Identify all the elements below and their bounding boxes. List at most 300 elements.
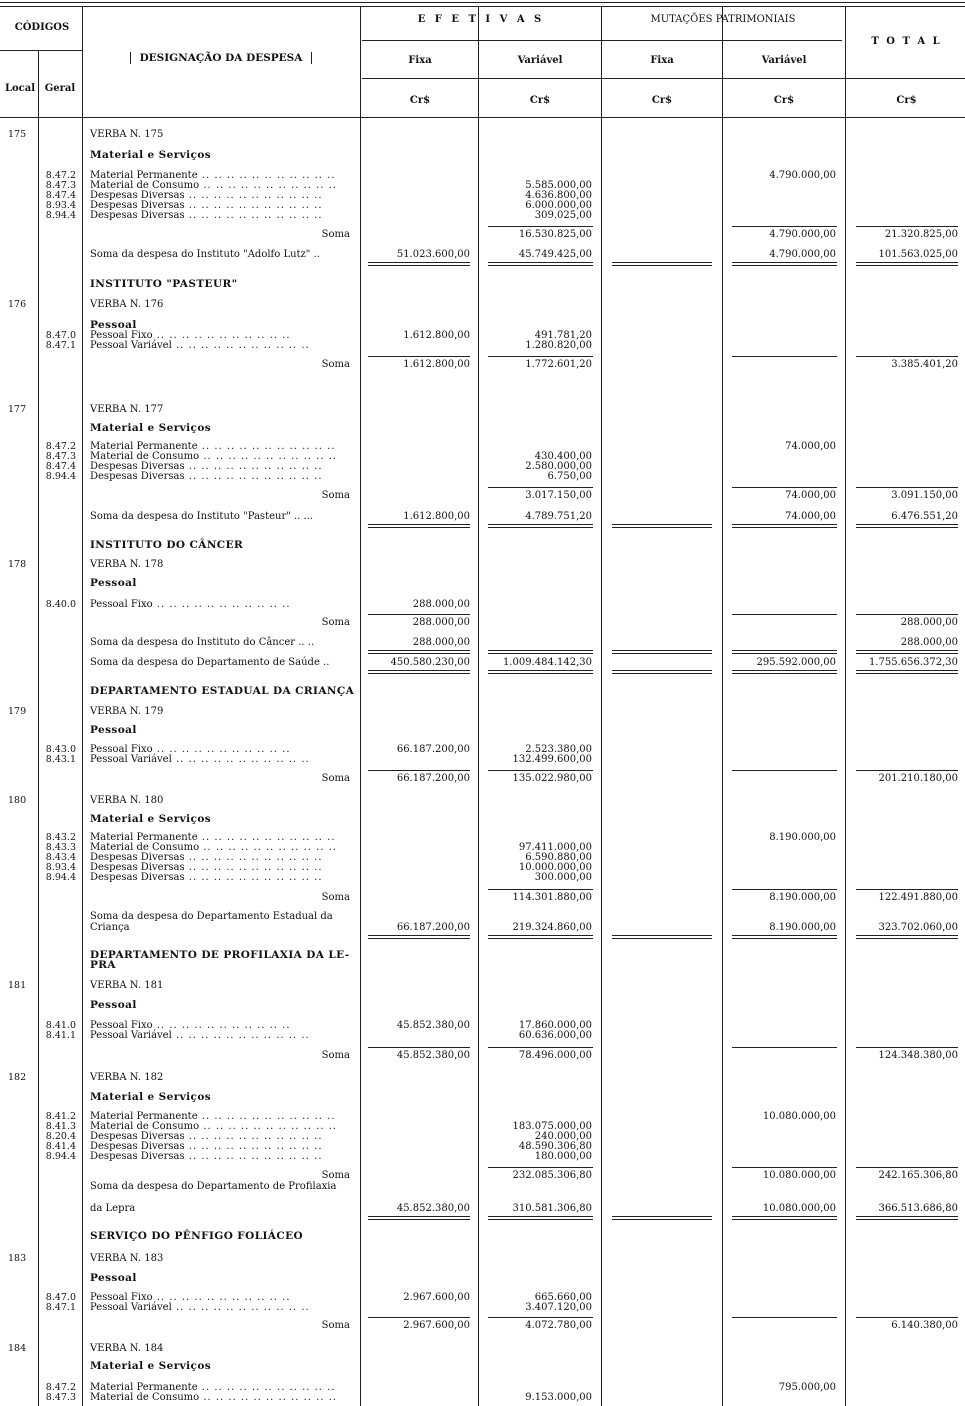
efetivas-fixa-value: 1.612.800,00 — [403, 359, 470, 370]
efetivas-variavel-value: 232.085.306,80 — [512, 1170, 592, 1181]
soma-row — [0, 773, 965, 784]
header-currency-1: Cr$ — [409, 95, 431, 106]
total-double-rule — [856, 650, 958, 654]
total-double-rule — [856, 1216, 958, 1220]
subtotal-rule — [488, 226, 593, 227]
mutacoes-variavel-value: 4.790.000,00 — [769, 170, 836, 181]
efetivas-fixa-value: 51.023.600,00 — [396, 249, 470, 260]
total-double-rule — [488, 650, 593, 654]
description: DEPARTAMENTO ESTADUAL DA CRIANÇA — [90, 685, 355, 697]
total-double-rule — [612, 524, 712, 528]
table-row — [0, 814, 965, 825]
table-row — [0, 1203, 965, 1214]
subtotal-rule — [856, 226, 958, 227]
description: Material de Consumo .. .. — [90, 180, 337, 191]
soma-label: Soma — [321, 229, 350, 240]
description: Pessoal Variável .. .. — [90, 1030, 310, 1041]
subtotal-rule — [732, 226, 837, 227]
table-row — [0, 637, 965, 648]
efetivas-variavel-value: 2.580.000,00 — [525, 461, 592, 472]
description: Material Permanente .. .. — [90, 1111, 336, 1122]
table-row — [0, 249, 965, 260]
mutacoes-variavel-value: 8.190.000,00 — [769, 922, 836, 933]
account-code: 8.41.0 — [45, 1020, 76, 1031]
description: Soma da despesa do Instituto "Pasteur" .. ... — [90, 511, 314, 522]
header-geral: Geral — [44, 83, 76, 94]
table-row — [0, 872, 965, 883]
total-value: 6.140.380,00 — [891, 1320, 958, 1331]
account-code: 8.94.4 — [45, 210, 76, 221]
subtotal-rule — [368, 1317, 470, 1318]
soma-row — [0, 1320, 965, 1331]
description: VERBA N. 175 — [90, 129, 164, 140]
local-code: 180 — [8, 795, 27, 806]
account-code: 8.47.3 — [45, 1392, 76, 1403]
mutacoes-variavel-value: 74.000,00 — [785, 441, 836, 452]
local-code: 184 — [8, 1343, 27, 1354]
description: Pessoal — [90, 724, 137, 736]
account-code: 8.94.4 — [45, 1151, 76, 1162]
account-code: 8.43.0 — [45, 744, 76, 755]
description: Material Permanente .. .. — [90, 170, 336, 181]
subtotal-rule — [732, 487, 837, 488]
header-efetivas-fixa: Fixa — [408, 55, 432, 66]
description: Despesas Diversas .. .. — [90, 461, 323, 472]
subtotal-rule — [856, 1317, 958, 1318]
account-code: 8.43.1 — [45, 754, 76, 765]
total-double-rule — [612, 1216, 712, 1220]
table-row — [0, 911, 965, 922]
subtotal-rule — [368, 770, 470, 771]
subtotal-rule — [488, 889, 593, 890]
account-code: 8.20.4 — [45, 1131, 76, 1142]
total-double-rule — [488, 524, 593, 528]
table-row — [0, 340, 965, 351]
description: Material e Serviços — [90, 813, 212, 825]
description: VERBA N. 179 — [90, 706, 164, 717]
top-rule-inner — [0, 6, 965, 7]
description: DEPARTAMENTO DE PROFILAXIA DA LE- — [90, 949, 350, 961]
total-double-rule — [368, 935, 470, 939]
efetivas-variavel-value: 135.022.980,00 — [512, 773, 592, 784]
table-row — [0, 404, 965, 415]
table-row — [0, 1092, 965, 1103]
description: Material Permanente .. .. — [90, 441, 336, 452]
efetivas-variavel-value: 4.072.780,00 — [525, 1320, 592, 1331]
mutacoes-variavel-value: 795.000,00 — [778, 1382, 836, 1393]
mutacoes-variavel-value: 10.080.000,00 — [762, 1170, 836, 1181]
header-rule-bottom — [0, 117, 965, 118]
total-value: 288.000,00 — [900, 617, 958, 628]
subtotal-rule — [488, 356, 593, 357]
account-code: 8.93.4 — [45, 200, 76, 211]
efetivas-variavel-value: 430.400,00 — [534, 451, 592, 462]
table-row — [0, 150, 965, 161]
account-code: 8.94.4 — [45, 872, 76, 883]
account-code: 8.47.0 — [45, 1292, 76, 1303]
table-row — [0, 599, 965, 610]
header-designacao: DESIGNAÇÃO DA DESPESA — [130, 52, 312, 64]
efetivas-variavel-value: 9.153.000,00 — [525, 1392, 592, 1403]
description: VERBA N. 181 — [90, 980, 164, 991]
efetivas-fixa-value: 1.612.800,00 — [403, 330, 470, 341]
local-code: 182 — [8, 1072, 27, 1083]
total-double-rule — [612, 935, 712, 939]
total-double-rule — [488, 1216, 593, 1220]
header-mutacoes-fixa: Fixa — [650, 55, 674, 66]
subtotal-rule — [732, 1317, 837, 1318]
description: Pessoal — [90, 577, 137, 589]
description: Pessoal Fixo .. .. — [90, 1292, 291, 1303]
account-code: 8.43.4 — [45, 852, 76, 863]
description: VERBA N. 183 — [90, 1253, 164, 1264]
table-row — [0, 754, 965, 765]
table-row — [0, 423, 965, 434]
account-code: 8.43.2 — [45, 832, 76, 843]
efetivas-variavel-value: 309.025,00 — [534, 210, 592, 221]
mutacoes-variavel-value: 4.790.000,00 — [769, 229, 836, 240]
description: INSTITUTO "PASTEUR" — [90, 278, 238, 290]
description: Material Permanente .. .. — [90, 832, 336, 843]
soma-row — [0, 359, 965, 370]
description: Despesas Diversas .. .. — [90, 190, 323, 201]
table-row — [0, 540, 965, 551]
account-code: 8.47.3 — [45, 180, 76, 191]
table-row — [0, 1253, 965, 1264]
subtotal-rule — [368, 614, 470, 615]
subtotal-rule — [488, 1167, 593, 1168]
table-row — [0, 1273, 965, 1284]
description: Pessoal Fixo .. .. — [90, 330, 291, 341]
subtotal-rule — [856, 487, 958, 488]
efetivas-variavel-value: 310.581.306,80 — [512, 1203, 592, 1214]
header-total: T O T A L — [871, 36, 942, 47]
description: Pessoal Fixo .. .. — [90, 744, 291, 755]
header-codigos: CÓDIGOS — [14, 22, 70, 33]
total-double-rule — [368, 262, 470, 266]
subtotal-rule — [732, 1167, 837, 1168]
account-code: 8.47.2 — [45, 1382, 76, 1393]
efetivas-fixa-value: 45.852.380,00 — [396, 1050, 470, 1061]
mutacoes-variavel-value: 8.190.000,00 — [769, 832, 836, 843]
efetivas-variavel-value: 665.660,00 — [534, 1292, 592, 1303]
efetivas-variavel-value: 3.017.150,00 — [525, 490, 592, 501]
table-row — [0, 279, 965, 290]
description: Despesas Diversas .. .. — [90, 872, 323, 883]
table-row — [0, 1072, 965, 1083]
total-double-rule — [856, 262, 958, 266]
description: Despesas Diversas .. .. — [90, 1151, 323, 1162]
soma-row — [0, 1170, 965, 1181]
efetivas-variavel-value: 78.496.000,00 — [518, 1050, 592, 1061]
description: Material e Serviços — [90, 1360, 212, 1372]
efetivas-variavel-value: 240.000,00 — [534, 1131, 592, 1142]
subtotal-rule — [488, 770, 593, 771]
description: Material de Consumo .. .. — [90, 451, 337, 462]
local-code: 181 — [8, 980, 27, 991]
header-efetivas: E F E T I V A S — [417, 14, 545, 25]
description: Despesas Diversas .. .. — [90, 852, 323, 863]
description: Soma da despesa do Departamento de Saúde .. — [90, 657, 330, 668]
soma-label: Soma — [321, 359, 350, 370]
description: Despesas Diversas .. .. — [90, 471, 323, 482]
efetivas-variavel-value: 4.789.751,20 — [525, 511, 592, 522]
efetivas-variavel-value: 3.407.120,00 — [525, 1302, 592, 1313]
account-code: 8.40.0 — [45, 599, 76, 610]
table-row — [0, 299, 965, 310]
description: SERVIÇO DO PÊNFIGO FOLIÁCEO — [90, 1230, 304, 1242]
soma-label: Soma — [321, 1170, 350, 1181]
table-row — [0, 706, 965, 717]
efetivas-fixa-value: 2.967.600,00 — [403, 1320, 470, 1331]
subtotal-rule — [732, 614, 837, 615]
table-row — [0, 1000, 965, 1011]
table-row — [0, 1392, 965, 1403]
table-row — [0, 1151, 965, 1162]
soma-label: Soma — [321, 490, 350, 501]
efetivas-variavel-value: 10.000.000,00 — [518, 862, 592, 873]
table-row — [0, 795, 965, 806]
total-double-rule — [368, 670, 470, 674]
account-code: 8.41.1 — [45, 1030, 76, 1041]
total-double-rule — [732, 650, 837, 654]
description: Soma da despesa do Instituto "Adolfo Lutz" .. — [90, 249, 320, 260]
efetivas-variavel-value: 1.280.820,00 — [525, 340, 592, 351]
table-row — [0, 686, 965, 697]
table-row — [0, 129, 965, 140]
table-row — [0, 511, 965, 522]
total-value: 323.702.060,00 — [878, 922, 958, 933]
description: Material e Serviços — [90, 422, 212, 434]
table-row — [0, 1361, 965, 1372]
description: PRA — [90, 959, 116, 971]
table-row — [0, 1181, 965, 1192]
description: VERBA N. 176 — [90, 299, 164, 310]
total-double-rule — [732, 524, 837, 528]
efetivas-fixa-value: 288.000,00 — [412, 617, 470, 628]
efetivas-variavel-value: 6.750,00 — [547, 471, 592, 482]
efetivas-variavel-value: 17.860.000,00 — [518, 1020, 592, 1031]
subtotal-rule — [856, 770, 958, 771]
header-rule-1 — [362, 40, 842, 41]
description: Despesas Diversas .. .. — [90, 200, 323, 211]
soma-row — [0, 1050, 965, 1061]
efetivas-fixa-value: 2.967.600,00 — [403, 1292, 470, 1303]
subtotal-rule — [368, 356, 470, 357]
efetivas-variavel-value: 48.590.306,80 — [518, 1141, 592, 1152]
description: VERBA N. 178 — [90, 559, 164, 570]
header-efetivas-variavel: Variável — [517, 55, 563, 66]
total-value: 101.563.025,00 — [878, 249, 958, 260]
efetivas-fixa-value: 66.187.200,00 — [396, 773, 470, 784]
soma-label: Soma — [321, 892, 350, 903]
total-value: 6.476.551,20 — [891, 511, 958, 522]
description: Criança — [90, 922, 130, 933]
local-code: 178 — [8, 559, 27, 570]
total-double-rule — [856, 670, 958, 674]
table-row — [0, 725, 965, 736]
efetivas-variavel-value: 183.075.000,00 — [512, 1121, 592, 1132]
efetivas-variavel-value: 6.000.000,00 — [525, 200, 592, 211]
total-value: 21.320.825,00 — [884, 229, 958, 240]
account-code: 8.47.1 — [45, 340, 76, 351]
efetivas-variavel-value: 4.636.800,00 — [525, 190, 592, 201]
efetivas-fixa-value: 1.612.800,00 — [403, 511, 470, 522]
mutacoes-variavel-value: 8.190.000,00 — [769, 892, 836, 903]
table-row — [0, 922, 965, 933]
local-code: 177 — [8, 404, 27, 415]
description: VERBA N. 180 — [90, 795, 164, 806]
account-code: 8.41.3 — [45, 1121, 76, 1132]
description: Pessoal — [90, 999, 137, 1011]
description: Pessoal — [90, 319, 137, 331]
efetivas-variavel-value: 2.523.380,00 — [525, 744, 592, 755]
table-row — [0, 657, 965, 668]
table-row — [0, 559, 965, 570]
total-value: 366.513.686,80 — [878, 1203, 958, 1214]
efetivas-variavel-value: 180.000,00 — [534, 1151, 592, 1162]
description: Pessoal Fixo .. .. — [90, 1020, 291, 1031]
description: Material e Serviços — [90, 1091, 212, 1103]
table-row — [0, 210, 965, 221]
description: INSTITUTO DO CÂNCER — [90, 539, 244, 551]
account-code: 8.47.1 — [45, 1302, 76, 1313]
description: Pessoal Variável .. .. — [90, 340, 310, 351]
efetivas-variavel-value: 1.009.484.142,30 — [502, 657, 592, 668]
account-code: 8.94.4 — [45, 471, 76, 482]
description: Material de Consumo .. .. — [90, 1392, 337, 1403]
total-double-rule — [732, 262, 837, 266]
efetivas-variavel-value: 97.411.000,00 — [518, 842, 592, 853]
table-row — [0, 1343, 965, 1354]
header-currency-2: Cr$ — [529, 95, 551, 106]
total-value: 122.491.880,00 — [878, 892, 958, 903]
total-value: 201.210.180,00 — [878, 773, 958, 784]
subtotal-rule — [856, 1167, 958, 1168]
header-currency-5: Cr$ — [896, 95, 917, 106]
description: Material de Consumo .. .. — [90, 1121, 337, 1132]
subtotal-rule — [488, 487, 593, 488]
account-code: 8.47.2 — [45, 170, 76, 181]
header-rule-codigos — [0, 50, 82, 51]
description: Pessoal Fixo .. .. — [90, 599, 291, 610]
header-mutacoes-variavel: Variável — [761, 55, 807, 66]
soma-label: Soma — [321, 773, 350, 784]
description: Pessoal — [90, 1272, 137, 1284]
account-code: 8.47.4 — [45, 461, 76, 472]
table-row — [0, 471, 965, 482]
description: Pessoal Variável .. .. — [90, 754, 310, 765]
efetivas-fixa-value: 288.000,00 — [412, 599, 470, 610]
total-value: 3.091.150,00 — [891, 490, 958, 501]
local-code: 176 — [8, 299, 27, 310]
total-double-rule — [856, 935, 958, 939]
total-value: 124.348.380,00 — [878, 1050, 958, 1061]
total-double-rule — [612, 650, 712, 654]
description: Despesas Diversas .. .. — [90, 862, 323, 873]
description: Despesas Diversas .. .. — [90, 1141, 323, 1152]
total-double-rule — [488, 670, 593, 674]
table-row — [0, 578, 965, 589]
efetivas-fixa-value: 45.852.380,00 — [396, 1203, 470, 1214]
soma-row — [0, 892, 965, 903]
subtotal-rule — [732, 889, 837, 890]
efetivas-fixa-value: 66.187.200,00 — [396, 744, 470, 755]
efetivas-fixa-value: 45.852.380,00 — [396, 1020, 470, 1031]
header-currency-4: Cr$ — [773, 95, 795, 106]
efetivas-variavel-value: 1.772.601,20 — [525, 359, 592, 370]
account-code: 8.41.2 — [45, 1111, 76, 1122]
soma-label: Soma — [321, 1320, 350, 1331]
efetivas-variavel-value: 491.781,20 — [534, 330, 592, 341]
total-double-rule — [856, 524, 958, 528]
description: VERBA N. 184 — [90, 1343, 164, 1354]
total-double-rule — [732, 935, 837, 939]
description: Soma da despesa do Departamento de Profilaxia — [90, 1181, 337, 1192]
total-double-rule — [612, 670, 712, 674]
total-double-rule — [732, 670, 837, 674]
description: da Lepra — [90, 1203, 136, 1214]
subtotal-rule — [732, 770, 837, 771]
efetivas-variavel-value: 132.499.600,00 — [512, 754, 592, 765]
subtotal-rule — [856, 889, 958, 890]
total-double-rule — [368, 650, 470, 654]
subtotal-rule — [488, 1047, 593, 1048]
total-value: 242.165.306,80 — [878, 1170, 958, 1181]
description: Material de Consumo .. .. — [90, 842, 337, 853]
description: Material Permanente .. .. — [90, 1382, 336, 1393]
total-double-rule — [488, 262, 593, 266]
local-code: 183 — [8, 1253, 27, 1264]
description: Material e Serviços — [90, 149, 212, 161]
subtotal-rule — [732, 356, 837, 357]
total-value: 288.000,00 — [900, 637, 958, 648]
mutacoes-variavel-value: 10.080.000,00 — [762, 1203, 836, 1214]
mutacoes-variavel-value: 295.592.000,00 — [756, 657, 836, 668]
efetivas-variavel-value: 16.530.825,00 — [518, 229, 592, 240]
total-double-rule — [368, 524, 470, 528]
efetivas-variavel-value: 45.749.425,00 — [518, 249, 592, 260]
subtotal-rule — [856, 356, 958, 357]
table-row — [0, 1030, 965, 1041]
efetivas-variavel-value: 114.301.880,00 — [512, 892, 592, 903]
header-mutacoes: MUTAÇÕES PATRIMONIAIS — [650, 14, 796, 25]
soma-row — [0, 490, 965, 501]
description: VERBA N. 177 — [90, 404, 164, 415]
total-double-rule — [732, 1216, 837, 1220]
local-code: 179 — [8, 706, 27, 717]
soma-row — [0, 617, 965, 628]
description: Soma da despesa do Departamento Estadual da — [90, 911, 333, 922]
efetivas-variavel-value: 60.636.000,00 — [518, 1030, 592, 1041]
table-row — [0, 960, 965, 971]
local-code: 175 — [8, 129, 27, 140]
mutacoes-variavel-value: 74.000,00 — [785, 490, 836, 501]
account-code: 8.41.4 — [45, 1141, 76, 1152]
total-double-rule — [368, 1216, 470, 1220]
header-rule-2 — [362, 78, 965, 79]
mutacoes-variavel-value: 10.080.000,00 — [762, 1111, 836, 1122]
subtotal-rule — [732, 1047, 837, 1048]
efetivas-fixa-value: 450.580.230,00 — [390, 657, 470, 668]
account-code: 8.93.4 — [45, 862, 76, 873]
efetivas-fixa-value: 66.187.200,00 — [396, 922, 470, 933]
description: Pessoal Variável .. .. — [90, 1302, 310, 1313]
account-code: 8.47.4 — [45, 190, 76, 201]
account-code: 8.47.0 — [45, 330, 76, 341]
table-row — [0, 1231, 965, 1242]
subtotal-rule — [856, 614, 958, 615]
